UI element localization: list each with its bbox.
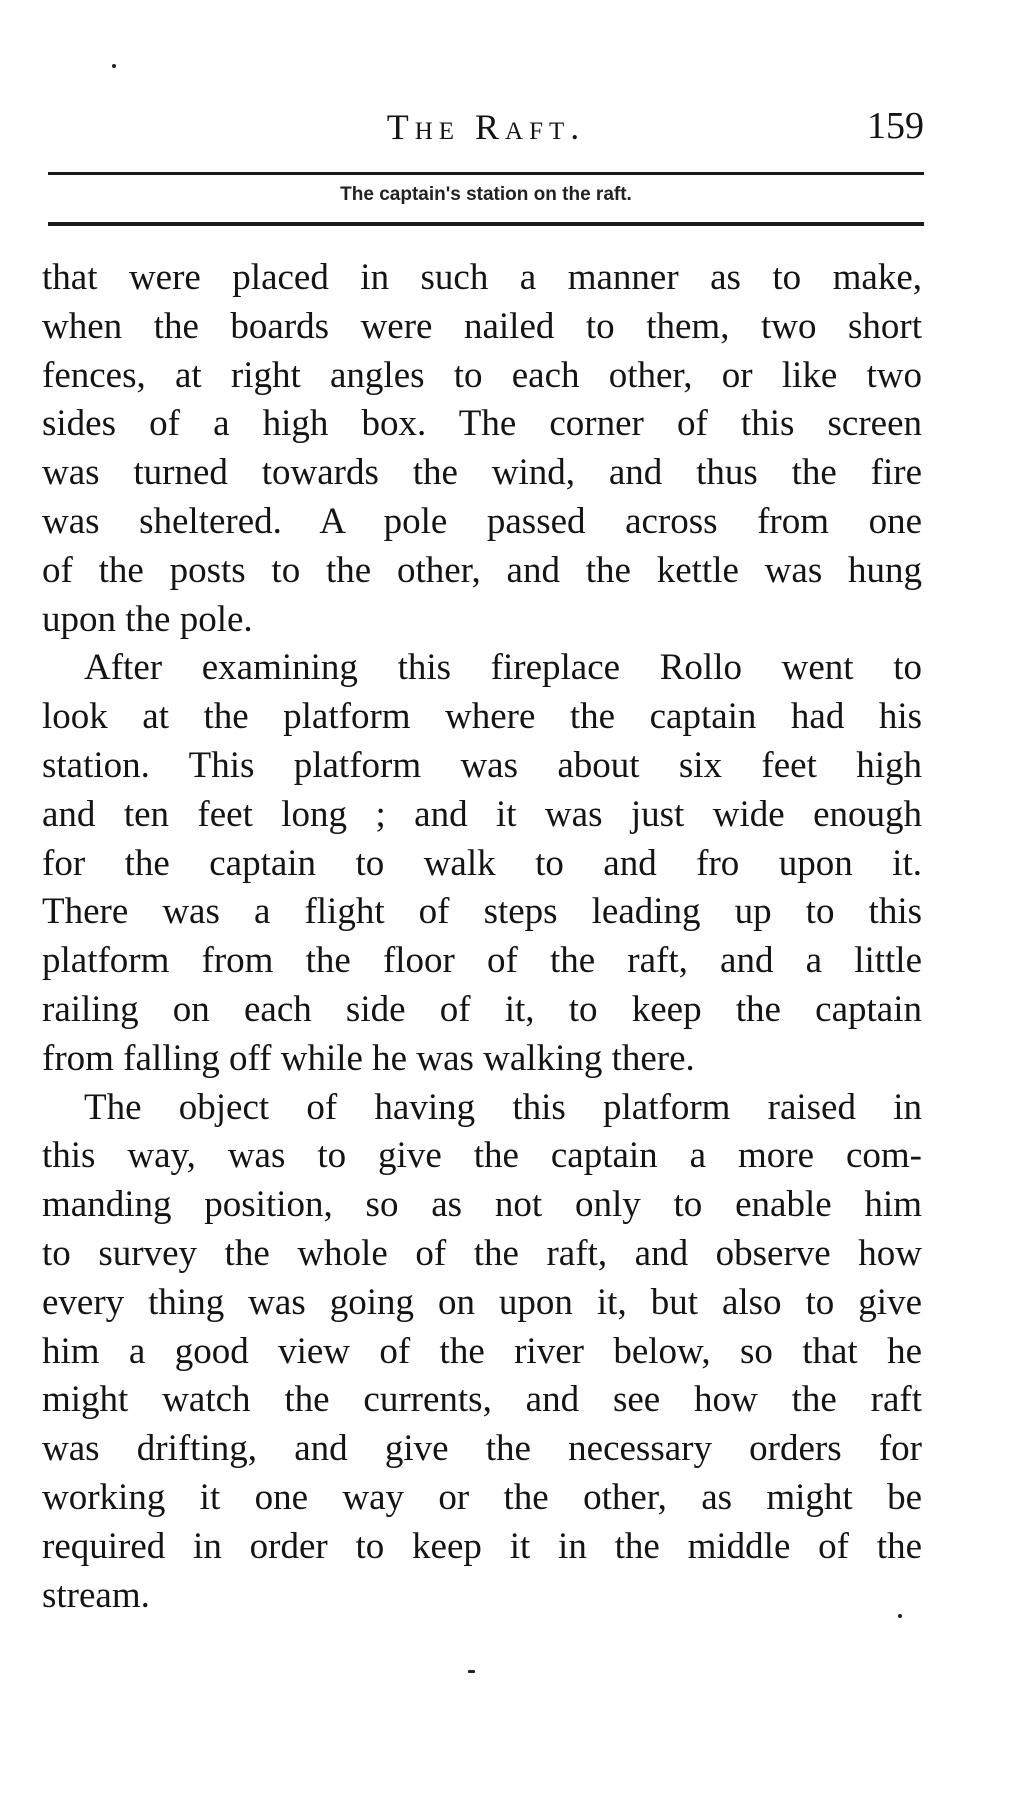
text-line: this way, was to give the captain a more com- xyxy=(42,1135,922,1177)
header-rule-bottom xyxy=(48,222,924,226)
paragraph-start-line: The object of having this platform raised in xyxy=(84,1086,922,1128)
text-line: to survey the whole of the raft, and observe how xyxy=(42,1232,922,1274)
page-header xyxy=(48,100,924,150)
text-line: manding position, so as not only to enable him xyxy=(42,1184,922,1226)
text-line: when the boards were nailed to them, two short xyxy=(42,305,922,347)
page-number: 159 xyxy=(867,105,924,147)
text-line: required in order to keep it in the middle of the xyxy=(42,1525,922,1567)
text-line: and ten feet long ; and it was just wide enough xyxy=(42,793,922,835)
text-line: was turned towards the wind, and thus the fire xyxy=(42,452,922,494)
text-line: of the posts to the other, and the kettle was hung xyxy=(42,549,922,591)
body-text xyxy=(42,254,922,1620)
text-line: upon the pole. xyxy=(42,598,253,640)
text-line: stream. xyxy=(42,1574,150,1616)
header-rule-top xyxy=(48,172,924,175)
text-line: station. This platform was about six feet high xyxy=(42,744,922,786)
text-line: working it one way or the other, as might be xyxy=(42,1476,922,1518)
print-speck xyxy=(468,1670,475,1673)
text-line: fences, at right angles to each other, or like two xyxy=(42,354,922,396)
text-line: platform from the floor of the raft, and a little xyxy=(42,940,922,982)
section-subhead: The captain's station on the raft. xyxy=(340,184,632,205)
text-line: every thing was going on upon it, but also to give xyxy=(42,1281,922,1323)
text-line: for the captain to walk to and fro upon it. xyxy=(42,842,922,884)
text-line: railing on each side of it, to keep the captain xyxy=(42,988,922,1030)
print-speck xyxy=(112,64,116,68)
text-line: might watch the currents, and see how the raft xyxy=(42,1379,922,1421)
text-line: There was a flight of steps leading up to this xyxy=(42,891,922,933)
running-title: The Raft. xyxy=(386,107,586,147)
text-line: him a good view of the river below, so that he xyxy=(42,1330,922,1372)
text-line: was sheltered. A pole passed across from one xyxy=(42,500,922,542)
print-speck xyxy=(898,1614,902,1618)
text-line: from falling off while he was walking there. xyxy=(42,1037,695,1079)
text-line: sides of a high box. The corner of this screen xyxy=(42,403,922,445)
paragraph-start-line: After examining this fireplace Rollo went to xyxy=(84,647,922,689)
text-line: that were placed in such a manner as to make, xyxy=(42,257,922,298)
text-line: was drifting, and give the necessary orders for xyxy=(42,1428,922,1470)
text-line: look at the platform where the captain had his xyxy=(42,696,922,738)
